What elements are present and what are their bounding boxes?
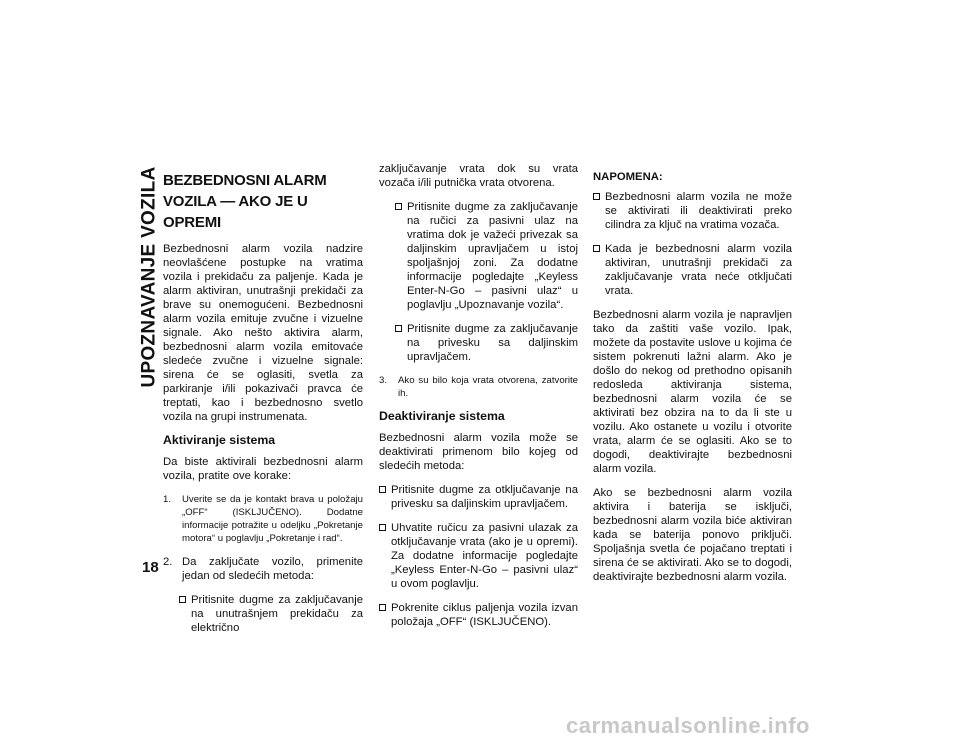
note-heading: NAPOMENA: xyxy=(593,171,663,183)
deactivation-method-2: Uhvatite ručicu za pasivni ulazak za otključavanje vrata (ako je u opremi). Za dodatne informacije pogledajte „Keyless Enter-N-Go – pasivni ulaz“ u ovom poglavlju. xyxy=(379,521,578,591)
activation-intro: Da biste aktivirali bezbednosni alarm vozila, pratite ove korake: xyxy=(163,456,363,482)
checkbox-bullet-icon xyxy=(379,521,391,591)
activation-step-2: 2. Da zaključate vozilo, primenite jedan od sledećih metoda: xyxy=(163,556,363,582)
checkbox-bullet-icon xyxy=(179,593,191,635)
watermark: carmanualsonline.info xyxy=(566,713,810,738)
deactivation-method-1: Pritisnite dugme za otključavanje na privesku sa daljinskim upravljačem. xyxy=(379,483,578,511)
intro-paragraph: Bezbednosni alarm vozila nadzire neovlašćene postupke na vratima vozila i prekidaču za paljenje. Kada je alarm aktiviran, unutrašnji prekidači za brave su onemogućeni. Bezbednosni alarm vozila emituje zvučne i vizuelne signale. Ako nešto aktivira alarm, bezbednosni alarm vozila emitovaće sledeće zvučne i vizuelne signale: sirena će se oglasiti, svetla za parkiranje i/ili pokazivači pravca će treptati, kao i bezbednosno svetlo vozila na grupi instrumenata. xyxy=(163,243,363,423)
deactivation-heading: Deaktiviranje sistema xyxy=(379,409,505,423)
checkbox-bullet-icon xyxy=(379,601,391,629)
lock-method-1-continued: zaključavanje vrata dok su vrata vozača i/ili putnička vrata otvorena. xyxy=(379,163,578,189)
deactivation-method-3: Pokrenite ciklus paljenja vozila izvan položaja „OFF“ (ISKLJUČENO). xyxy=(379,601,578,629)
section-title: BEZBEDNOSNI ALARM VOZILA — AKO JE U OPREMI xyxy=(163,172,327,231)
column-3 xyxy=(593,170,792,584)
column-1 xyxy=(163,170,363,635)
battery-paragraph: Ako se bezbednosni alarm vozila aktivira i baterija se isključi, bezbednosni alarm vozila biće aktiviran kada se baterija ponovo priključi. Spoljašnja svetla će pojačano treptati i sirena će se aktivirati. Ako se to dogodi, deaktivirajte bezbednosni alarm vozila. xyxy=(593,487,792,583)
checkbox-bullet-icon xyxy=(395,200,407,312)
false-alarm-paragraph: Bezbednosni alarm vozila je napravljen tako da zaštiti vaše vozilo. Ipak, možete da postavite uslove u kojima će sistem pokrenuti lažni alarm. Ako je došlo do nekog od prethodno opisanih redosleda aktiviranja sistema, bezbednosni alarm vozila će se aktivirati bez obzira na to da li ste u vozilu. Ako ostanete u vozilu i otvorite vrata, alarm će se oglasiti. Ako se to dogodi, deaktivirajte bezbednosni alarm vozila. xyxy=(593,309,792,475)
chapter-side-title: UPOZNAVANJE VOZILA xyxy=(139,166,161,388)
checkbox-bullet-icon xyxy=(395,322,407,364)
checkbox-bullet-icon xyxy=(593,242,605,298)
note-item-2: Kada je bezbednosni alarm vozila aktiviran, unutrašnji prekidači za zaključavanje vrata neće otključati vrata. xyxy=(593,242,792,298)
activation-step-3: 3. Ako su bilo koja vrata otvorena, zatvorite ih. xyxy=(379,375,578,399)
page-number: 18 xyxy=(142,559,159,576)
lock-method-2: Pritisnite dugme za zaključavanje na ručici za pasivni ulaz na vratima dok je važeći privezak sa daljinskim upravljačem u istoj spoljašnjoj zoni. Za dodatne informacije pogledajte „Keyless Enter-N-Go – pasivni ulaz“ u poglavlju „Upoznavanje vozila“. xyxy=(395,200,578,312)
checkbox-bullet-icon xyxy=(379,483,391,511)
lock-method-3: Pritisnite dugme za zaključavanje na privesku sa daljinskim upravljačem. xyxy=(395,322,578,364)
deactivation-intro: Bezbednosni alarm vozila može se deaktivirati primenom bilo kojeg od sledećih metoda: xyxy=(379,432,578,472)
activation-step-1: 1. Uverite se da je kontakt brava u položaju „OFF“ (ISKLJUČENO). Dodatne informacije potražite u odeljku „Pokretanje motora“ u poglavlju „Pokretanje i rad“. xyxy=(163,494,363,544)
lock-method-1: Pritisnite dugme za zaključavanje na unutrašnjem prekidaču za električno xyxy=(179,593,363,635)
checkbox-bullet-icon xyxy=(593,190,605,232)
activation-heading: Aktiviranje sistema xyxy=(163,433,276,447)
note-item-1: Bezbednosni alarm vozila ne može se aktivirati ili deaktivirati preko cilindra za ključ na vratima vozača. xyxy=(593,190,792,232)
column-2 xyxy=(379,162,578,629)
